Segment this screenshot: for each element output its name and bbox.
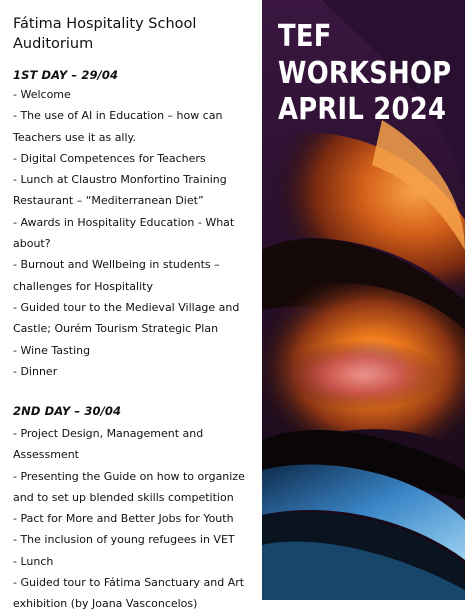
agenda-item: - Welcome bbox=[13, 88, 71, 101]
agenda-item: - Burnout and Wellbeing in students – challenges for Hospitality bbox=[13, 258, 220, 293]
venue-heading bbox=[13, 14, 258, 54]
agenda-item: - Dinner bbox=[13, 364, 58, 378]
agenda-item: - Presenting the Guide on how to organize and to set up blended skills competition bbox=[13, 469, 245, 504]
workshop-title bbox=[278, 19, 451, 129]
agenda-item: - Guided tour to the Medieval Village and Castle; Ourém Tourism Strategic Plan bbox=[13, 300, 240, 336]
agenda-item: - Guided tour to Fátima Sanctuary and Art exhibition (by Joana Vasconcelos) bbox=[13, 576, 245, 611]
venue-name: Fátima Hospitality School bbox=[13, 16, 197, 32]
agenda-item: - Lunch bbox=[13, 554, 54, 568]
agenda-item: - The use of AI in Education – how can Teachers use it as ally. bbox=[13, 109, 223, 144]
title-line-2: WORKSHOP bbox=[278, 55, 452, 91]
day-1-heading: 1ST DAY – 29/04 bbox=[13, 68, 119, 82]
day-2-heading: 2ND DAY – 30/04 bbox=[13, 404, 122, 418]
agenda-item: - Wine Tasting bbox=[13, 343, 91, 357]
day-1-agenda bbox=[13, 84, 265, 382]
title-line-1: TEF bbox=[278, 19, 332, 54]
agenda-item: - Project Design, Management and Assessment bbox=[13, 427, 204, 462]
agenda-item: - Digital Competences for Teachers bbox=[13, 151, 206, 165]
agenda-item: - Awards in Hospitality Education - What about? bbox=[13, 215, 235, 251]
venue-room: Auditorium bbox=[13, 36, 94, 52]
agenda-item: - Pact for More and Better Jobs for Youth bbox=[13, 512, 234, 526]
title-line-3: APRIL 2024 bbox=[278, 92, 447, 127]
day-2-agenda bbox=[13, 423, 265, 615]
agenda-item: - The inclusion of young refugees in VET bbox=[13, 533, 235, 547]
agenda-item: - Lunch at Claustro Monfortino Training Restaurant – “Mediterranean Diet” bbox=[13, 173, 227, 208]
